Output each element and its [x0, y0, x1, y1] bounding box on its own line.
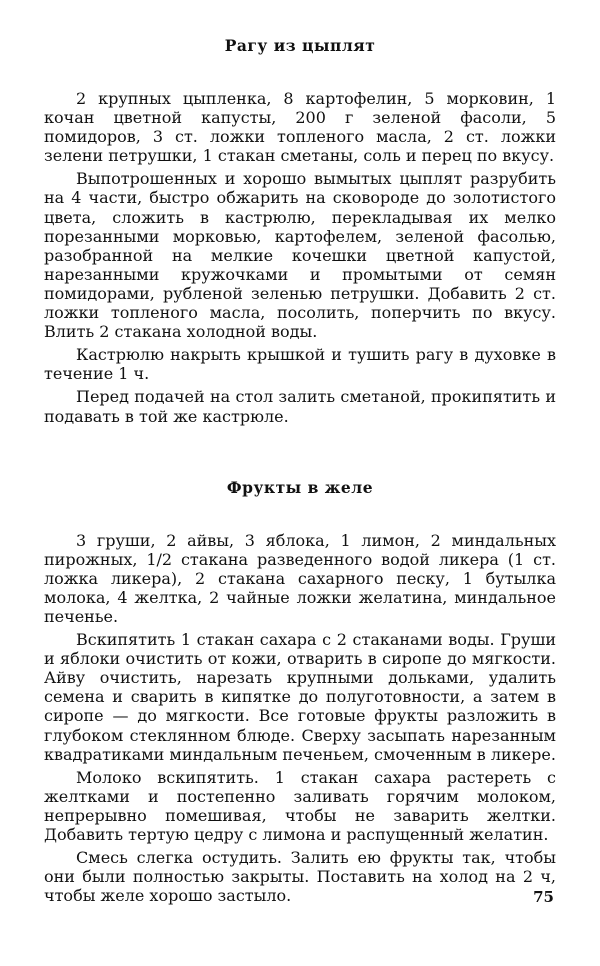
page-number: 75	[533, 888, 554, 906]
recipe-ragu	[44, 36, 556, 426]
instruction-paragraph: Смесь слегка остудить. Залить ею фрукты так, чтобы они были полностью закрыты. Поставить на холод на 2 ч, чтобы желе хорошо застыло.	[44, 848, 556, 906]
ingredients-paragraph: 2 крупных цыпленка, 8 картофелин, 5 морковин, 1 кочан цветной капусты, 200 г зеленой фасоли, 5 помидоров, 3 ст. ложки топленого масла, 2 ст. ложки зелени петрушки, 1 стакан сметаны, соль и перец по вкусу.	[44, 89, 556, 166]
instruction-paragraph: Выпотрошенных и хорошо вымытых цыплят разрубить на 4 части, быстро обжарить на сковороде до золотистого цвета, сложить в кастрюлю, перекладывая их мелко порезанными морковью, картофелем, зеленой фасолью, разобранной на мелкие кочешки цветной капустой, нарезанными кружочками и промытыми от семян помидорами, рубленой зеленью петрушки. Добавить 2 ст. ложки топленого масла, посолить, поперчить по вкусу. Влить 2 стакана холодной воды.	[44, 169, 556, 342]
instruction-paragraph: Кастрюлю накрыть крышкой и тушить рагу в духовке в течение 1 ч.	[44, 345, 556, 384]
recipe-title: Фрукты в желе	[226, 477, 374, 497]
instruction-paragraph: Молоко вскипятить. 1 стакан сахара растереть с желтками и постепенно заливать горячим молоком, непрерывно помешивая, чтобы не заварить желтки. Добавить тертую цедру с лимона и распущенный желатин.	[44, 767, 556, 844]
instruction-paragraph: Вскипятить 1 стакан сахара с 2 стаканами воды. Груши и яблоки очистить от кожи, отварить в сиропе до мягкости. Айву очистить, нарезать крупными дольками, удалить семена и сварить в кипятке до полуготовности, а затем в сиропе — до мягкости. Все готовые фрукты разложить в глубоком стеклянном блюде. Сверху засыпать нарезанным квадратиками миндальным печеньем, смоченным в ликере.	[44, 630, 556, 764]
instruction-paragraph: Перед подачей на стол залить сметаной, прокипятить и подавать в той же кастрюле.	[44, 387, 556, 426]
ingredients-paragraph: 3 груши, 2 айвы, 3 яблока, 1 лимон, 2 миндальных пирожных, 1/2 стакана разведенного водой ликера (1 ст. ложка ликера), 2 стакана сахарного песку, 1 бутылка молока, 4 желтка, 2 чайные ложки желатина, миндальное печенье.	[44, 530, 556, 626]
page-content	[44, 36, 556, 905]
recipe-title: Рагу из цыплят	[224, 36, 376, 55]
recipe-fruit-jelly	[44, 478, 556, 906]
